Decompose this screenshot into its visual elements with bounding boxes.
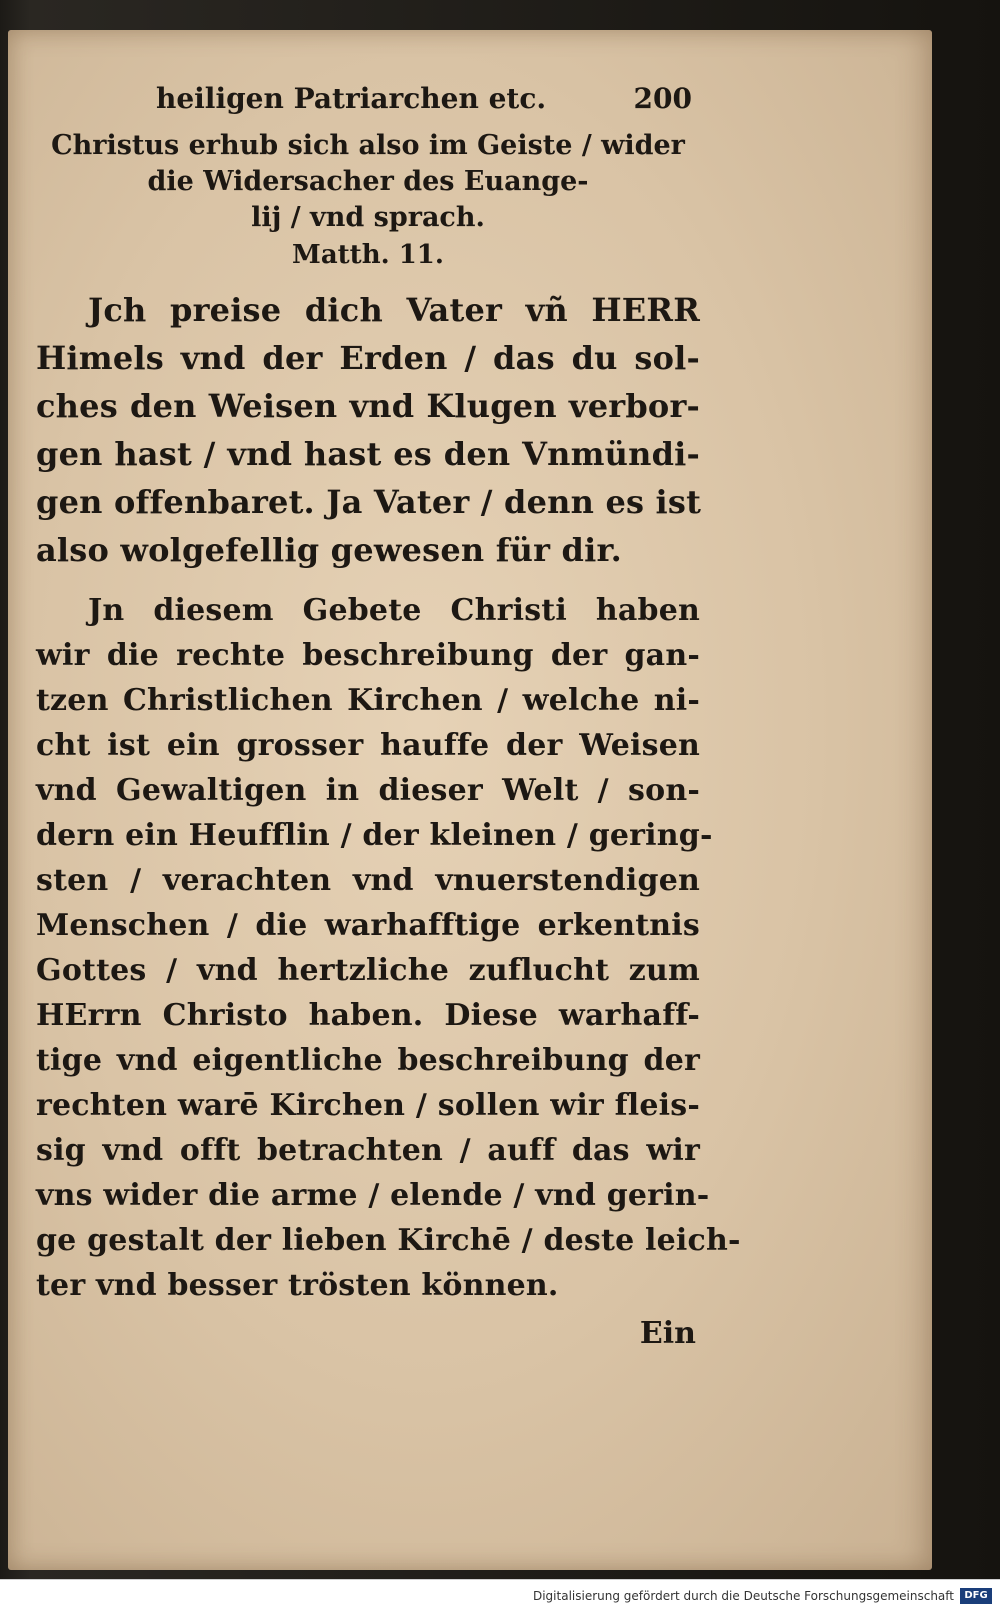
text-line: rechten warē Kirchen / sollen wir fleis- xyxy=(36,1088,700,1123)
text-line: Menschen / die warhafftige erkentnis xyxy=(36,908,700,943)
text-line: sig vnd offt betrachten / auff das wir xyxy=(36,1133,700,1168)
funding-credit: Digitalisierung gefördert durch die Deutsche Forschungsgemeinschaft xyxy=(532,1589,954,1603)
text-line: HErrn Christo haben. Diese warhaff- xyxy=(36,998,700,1033)
commentary-paragraph xyxy=(36,588,741,1308)
text-line: tige vnd eigentliche beschreibung der xyxy=(36,1043,700,1078)
text-line: gen offenbaret. Ja Vater / denn es ist xyxy=(36,483,702,521)
text-line: sten / verachten vnd vnuerstendigen xyxy=(36,863,700,898)
text-line: ge gestalt der lieben Kirchē / deste leich- xyxy=(36,1223,741,1258)
catchword: Ein xyxy=(639,1316,696,1351)
dfg-logo: DFG xyxy=(960,1588,992,1604)
text-line: vnd Gewaltigen in dieser Welt / son- xyxy=(36,773,700,808)
text-line: also wolgefellig gewesen für dir. xyxy=(36,531,622,569)
heading-line: lij / vnd sprach. xyxy=(251,202,485,233)
footer-bar xyxy=(0,1579,1000,1614)
text-line: Jch preise dich Vater vñ HERR xyxy=(88,291,700,329)
text-line: Jn diesem Gebete Christi haben xyxy=(88,593,700,628)
book-page xyxy=(8,30,932,1570)
text-line: ter vnd besser trösten können. xyxy=(36,1268,559,1303)
running-head-title: heiligen Patriarchen etc. xyxy=(156,82,547,115)
text-line: tzen Christlichen Kirchen / welche ni- xyxy=(36,683,700,718)
text-line: Himels vnd der Erden / das du sol- xyxy=(36,339,700,377)
text-line: wir die rechte beschreibung der gan- xyxy=(36,638,700,673)
text-line: cht ist ein grosser hauffe der Weisen xyxy=(36,728,700,763)
scripture-quote xyxy=(36,286,700,574)
text-line: dern ein Heufflin / der kleinen / gering- xyxy=(36,818,713,853)
running-head xyxy=(36,82,700,128)
heading-line: Christus erhub sich also im Geiste / wider xyxy=(51,130,685,161)
text-line: vns wider die arme / elende / vnd gerin- xyxy=(36,1178,710,1213)
text-line: Gottes / vnd hertzliche zuflucht zum xyxy=(36,953,700,988)
text-line: ches den Weisen vnd Klugen verbor- xyxy=(36,387,700,425)
page-number: 200 xyxy=(633,82,692,115)
text-line: gen hast / vnd hast es den Vnmündi- xyxy=(36,435,700,473)
scripture-reference: Matth. 11. xyxy=(292,240,444,270)
page-text-block xyxy=(36,82,741,1351)
heading-line: die Widersacher des Euange- xyxy=(147,166,589,197)
section-heading xyxy=(36,128,700,236)
